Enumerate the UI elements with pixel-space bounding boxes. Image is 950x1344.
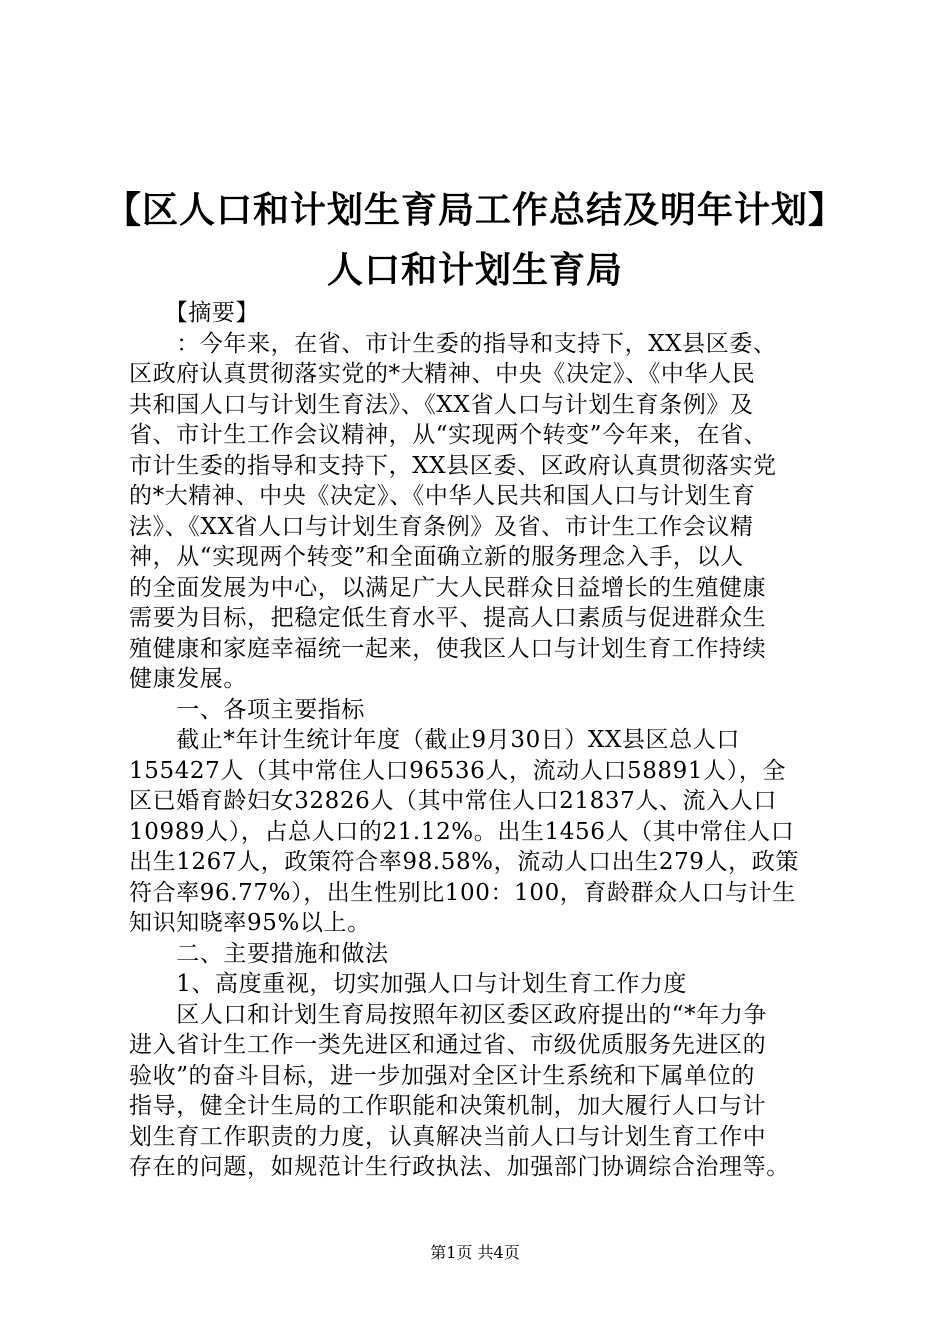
body-line: 健康发展。	[129, 666, 247, 692]
document-title-line-1: 【区人口和计划生育局工作总结及明年计划】	[104, 189, 845, 231]
document-title-line-2: 人口和计划生育局	[326, 249, 623, 291]
body-line: 共和国人口与计划生育法》、《XX省人口与计划生育条例》及	[129, 391, 754, 418]
body-line: 知识知晓率95%以上。	[129, 910, 371, 936]
body-line: 截止*年计生统计年度（截止9月30日）XX县区总人口	[129, 727, 740, 753]
body-line: 【摘要】	[129, 300, 260, 326]
body-line: 符合率96.77%），出生性别比100：100，育龄群众人口与计生	[129, 879, 796, 906]
body-line: 省、市计生工作会议精神，从“实现两个转变”今年来，在省、	[129, 422, 768, 448]
body-line: 区政府认真贯彻落实党的*大精神、中央《决定》、《中华人民	[129, 361, 756, 387]
page-footer: 第1页 共4页	[430, 1243, 520, 1262]
body-line: 区已婚育龄妇女32826人（其中常住人口21837人、流入人口	[129, 788, 777, 814]
body-line: 的*大精神、中央《决定》、《中华人民共和国人口与计划生育	[129, 483, 756, 509]
body-line: 进入省计生工作一类先进区和通过省、市级优质服务先进区的	[129, 1032, 767, 1058]
body-line: 法》、《XX省人口与计划生育条例》及省、市计生工作会议精	[129, 513, 754, 540]
body-line: 划生育工作职责的力度，认真解决当前人口与计划生育工作中	[129, 1123, 767, 1150]
body-line: 验收”的奋斗目标，进一步加强对全区计生系统和下属单位的	[129, 1062, 755, 1089]
body-line: 出生1267人，政策符合率98.58%，流动人口出生279人，政策	[129, 849, 799, 875]
body-line: 需要为目标，把稳定低生育水平、提高人口素质与促进群众生	[129, 605, 767, 631]
body-line: ：今年来，在省、市计生委的指导和支持下，XX县区委、	[129, 330, 777, 357]
body-line: 155427人（其中常住人口96536人，流动人口58891人），全	[129, 757, 787, 784]
document-body	[129, 298, 829, 1183]
body-line: 的全面发展为中心，以满足广大人民群众日益增长的生殖健康	[129, 574, 767, 601]
body-line: 10989人），占总人口的21.12%。出生1456人（其中常住人口	[129, 818, 795, 845]
body-line: 存在的问题，如规范计生行政执法、加强部门协调综合治理等。	[129, 1154, 790, 1180]
body-line: 殖健康和家庭幸福统一起来，使我区人口与计划生育工作持续	[129, 635, 767, 662]
section-heading: 二、主要措施和做法	[129, 940, 389, 967]
section-heading: 一、各项主要指标	[129, 696, 365, 723]
body-line: 指导，健全计生局的工作职能和决策机制，加大履行人口与计	[129, 1093, 767, 1119]
subsection-heading: 1、高度重视，切实加强人口与计划生育工作力度	[129, 971, 688, 997]
body-line: 神，从“实现两个转变”和全面确立新的服务理念入手，以人	[129, 544, 744, 570]
body-line: 市计生委的指导和支持下，XX县区委、区政府认真贯彻落实党	[129, 452, 777, 479]
body-line: 区人口和计划生育局按照年初区委区政府提出的“*年力争	[129, 1001, 768, 1028]
